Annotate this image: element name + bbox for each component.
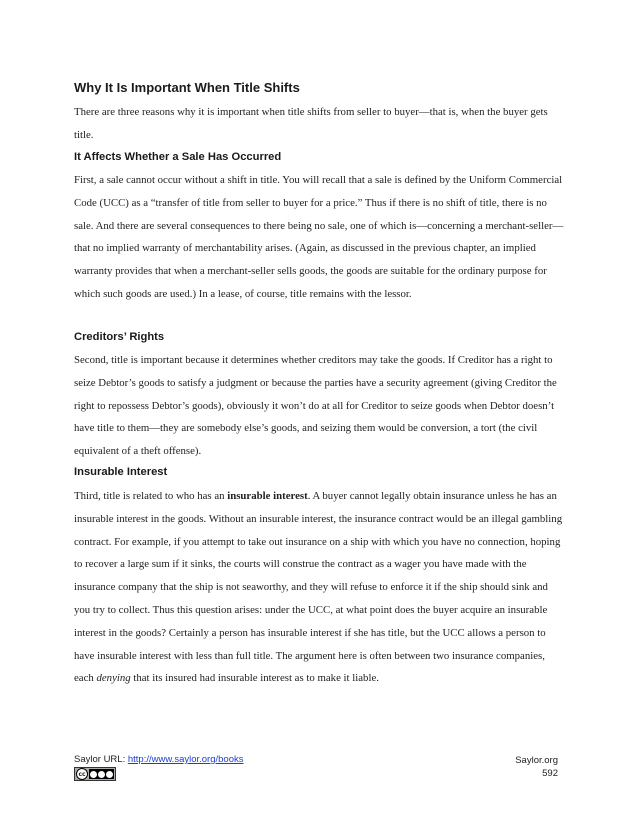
cc-by-icon: [90, 771, 97, 778]
text-segment: that its insured had insurable interest as to make it liable.: [130, 672, 379, 685]
text-segment: Third, title is related to who has an: [74, 490, 228, 502]
cc-logo: cc: [76, 768, 88, 780]
emphasis-denying: denying: [96, 672, 131, 685]
heading-creditors-rights: Creditors’ Rights: [74, 331, 165, 343]
creative-commons-icon: [74, 767, 116, 781]
paragraph-insurable-interest: [74, 485, 564, 690]
footer-url-link[interactable]: http://www.saylor.org/books: [127, 754, 244, 765]
footer-site: Saylor.org: [515, 755, 558, 766]
paragraph-creditors-rights: Second, title is important because it determines whether creditors may take the goods. If Creditor has a right to seize Debtor’s goods to satisfy a judgment or because the parties have a security agreement (giving Creditor the right to repossess Debtor’s goods), obviously it won’t do at all for Creditor to seize goods when Debtor doesn’t have title to them—they are somebody else’s goods, and seizing them would be conversion, a tort (the civil equivalent of a theft offense).: [74, 354, 557, 458]
footer-source: [74, 754, 244, 765]
cc-sa-icon: [106, 771, 113, 778]
term-insurable-interest: insurable interest: [227, 490, 308, 502]
page-number: 592: [542, 768, 558, 779]
footer-url-label: Saylor URL:: [74, 754, 128, 765]
text-segment: . A buyer cannot legally obtain insurance unless he has an insurable interest in the goods. Without an insurable interest, the insurance contract would be an illegal gambling contract. For example, if you attempt to take out insurance on a ship with which you have no connection, hoping to recover a large sum if it sinks, the courts will construe the contract as a wager you have made with the insurance company that the ship is not seaworthy, and they will refuse to enforce it if the ship should sink and you try to collect. Thus this question arises: under the UCC, at what point does the buyer acquire an insurable interest in the goods? Certainly a person has insurable interest if she has title, but the UCC allows a person to have insurable interest with less than full title. The argument here is often between two insurance companies, each: [74, 490, 563, 685]
cc-nc-icon: [98, 771, 105, 778]
section-title: Why It Is Important When Title Shifts: [74, 80, 300, 95]
footer-page-info: [515, 754, 558, 780]
intro-paragraph: There are three reasons why it is important when title shifts from seller to buyer—that is, when the buyer gets title.: [74, 106, 548, 141]
heading-insurable-interest: Insurable Interest: [74, 466, 168, 478]
heading-sale-occurred: It Affects Whether a Sale Has Occurred: [74, 151, 282, 163]
paragraph-sale-occurred: First, a sale cannot occur without a shift in title. You will recall that a sale is defined by the Uniform Commercial Code (UCC) as a “transfer of title from seller to buyer for a price.” Thus if there is no shift of title, there is no sale. And there are several consequences to there being no sale, one of which is—concerning a merchant-seller—that no implied warranty of merchantability arises. (Again, as discussed in the previous chapter, an implied warranty provides that when a merchant-seller sells goods, the goods are suitable for the ordinary purpose for which such goods are used.) In a lease, of course, title remains with the lessor.: [74, 174, 564, 300]
cc-license-bar: [89, 769, 114, 779]
